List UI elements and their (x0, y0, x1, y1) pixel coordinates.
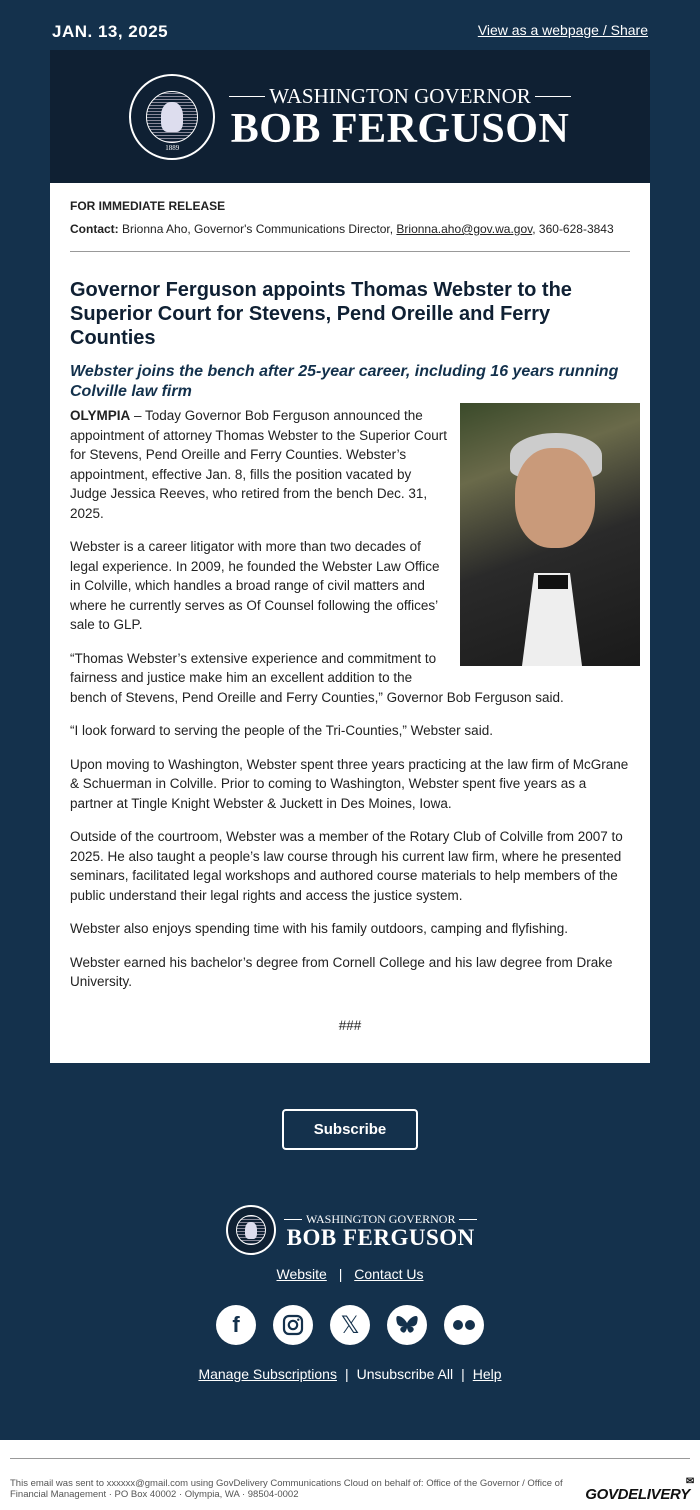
help-link[interactable]: Help (472, 1366, 502, 1382)
facebook-icon[interactable]: f (216, 1305, 256, 1345)
contact-line: Contact: Brionna Aho, Governor's Communications Director, Brionna.aho@gov.wa.gov, 360-628-3843 (70, 222, 614, 236)
logo-line1: WASHINGTON GOVERNOR (269, 84, 531, 108)
article-subtitle: Webster joins the bench after 25-year career, including 16 years running Colville law firm (70, 363, 619, 400)
envelope-icon: ✉ (685, 1476, 694, 1487)
divider (70, 251, 630, 252)
paragraph-3: “Thomas Webster’s extensive experience and commitment to fairness and justice make him an excellent addition to the bench of Stevens, Pend Oreille and Ferry Counties,” Governor Bob Ferguson said. (70, 650, 564, 705)
footer-logo (226, 1205, 477, 1255)
paragraph-4: “I look forward to serving the people of the Tri-Counties,” Webster said. (70, 723, 493, 738)
contact-us-link[interactable]: Contact Us (354, 1266, 424, 1282)
state-seal-icon (226, 1205, 276, 1255)
article-title: Governor Ferguson appoints Thomas Webster to the Superior Court for Stevens, Pend Oreille and Ferry Counties (70, 279, 572, 349)
unsubscribe-all-link[interactable]: Unsubscribe All (356, 1366, 454, 1382)
govdelivery-logo: GOVDELIVERY ✉ (585, 1476, 694, 1503)
subscription-links: Manage Subscriptions | Unsubscribe All | Help (198, 1366, 502, 1382)
paragraph-8: Webster earned his bachelor’s degree from Cornell College and his law degree from Drake University. (70, 954, 613, 989)
governor-banner (50, 50, 650, 183)
thomas-webster-photo (460, 403, 640, 666)
end-mark: ### (338, 1017, 362, 1033)
email-card (50, 50, 650, 1063)
bluesky-icon[interactable] (387, 1305, 427, 1345)
x-icon[interactable]: 𝕏 (330, 1305, 370, 1345)
paragraph-6: Outside of the courtroom, Webster was a member of the Rotary Club of Colville from 2007 to 2025. He also taught a people’s law course through his current law firm, where he presented seminars, facilitated legal workshops and authored course materials to help members of the public understand their legal rights and access the justice system. (70, 829, 623, 903)
subscribe-button[interactable]: Subscribe (282, 1109, 418, 1150)
top-bar (52, 22, 648, 42)
paragraph-7: Webster also enjoys spending time with his family outdoors, camping and flyfishing. (70, 921, 568, 936)
paragraph-5: Upon moving to Washington, Webster spent three years practicing at the law firm of McGrane & Schuerman in Colville. Prior to coming to Washington, Webster spent five years as a partner at Tingle Knight Webster & Juckett in Des Moines, Iowa. (70, 756, 629, 811)
divider (10, 1458, 690, 1459)
manage-subscriptions-link[interactable]: Manage Subscriptions (198, 1366, 337, 1382)
state-seal-icon: 1889 (129, 74, 215, 160)
logo-line2: BOB FERGUSON (230, 106, 570, 152)
social-links (216, 1305, 484, 1345)
contact-email-link[interactable]: Brionna.aho@gov.wa.gov (396, 222, 533, 236)
view-as-webpage-link[interactable]: View as a webpage / Share (477, 22, 648, 38)
legal-text: This email was sent to xxxxxx@gmail.com using GovDelivery Communications Cloud on behalf of: Office of the Governor / Office of Financial Management · PO Box 40002 · Olympia, WA · 98504-0002 (10, 1478, 563, 1500)
website-link[interactable]: Website (276, 1266, 327, 1282)
legal-footer (0, 1440, 700, 1510)
footer-logo-line1: WASHINGTON GOVERNOR (306, 1211, 456, 1226)
footer-logo-line2: BOB FERGUSON (286, 1224, 475, 1250)
paragraph-1: OLYMPIA – Today Governor Bob Ferguson announced the appointment of attorney Thomas Webster to the Superior Court for Stevens, Pend Oreille and Ferry Counties. Webster’s appointment, effective Jan. 8, fills the position vacated by Judge Jessica Reeves, who retired from the bench Dec. 31, 2025. (70, 408, 447, 521)
release-label: FOR IMMEDIATE RELEASE (70, 199, 226, 213)
governor-wordmark (229, 84, 571, 152)
paragraph-2: Webster is a career litigator with more than two decades of legal experience. In 2009, he founded the Webster Law Office in Colville, which handles a broad range of civil matters and where he currently serves as Of Counsel following the offices’ sale to GLP. (70, 539, 440, 632)
instagram-icon[interactable] (273, 1305, 313, 1345)
release-date: JAN. 13, 2025 (52, 22, 169, 41)
footer-links: Website | Contact Us (276, 1266, 424, 1282)
flickr-icon[interactable] (444, 1305, 484, 1345)
